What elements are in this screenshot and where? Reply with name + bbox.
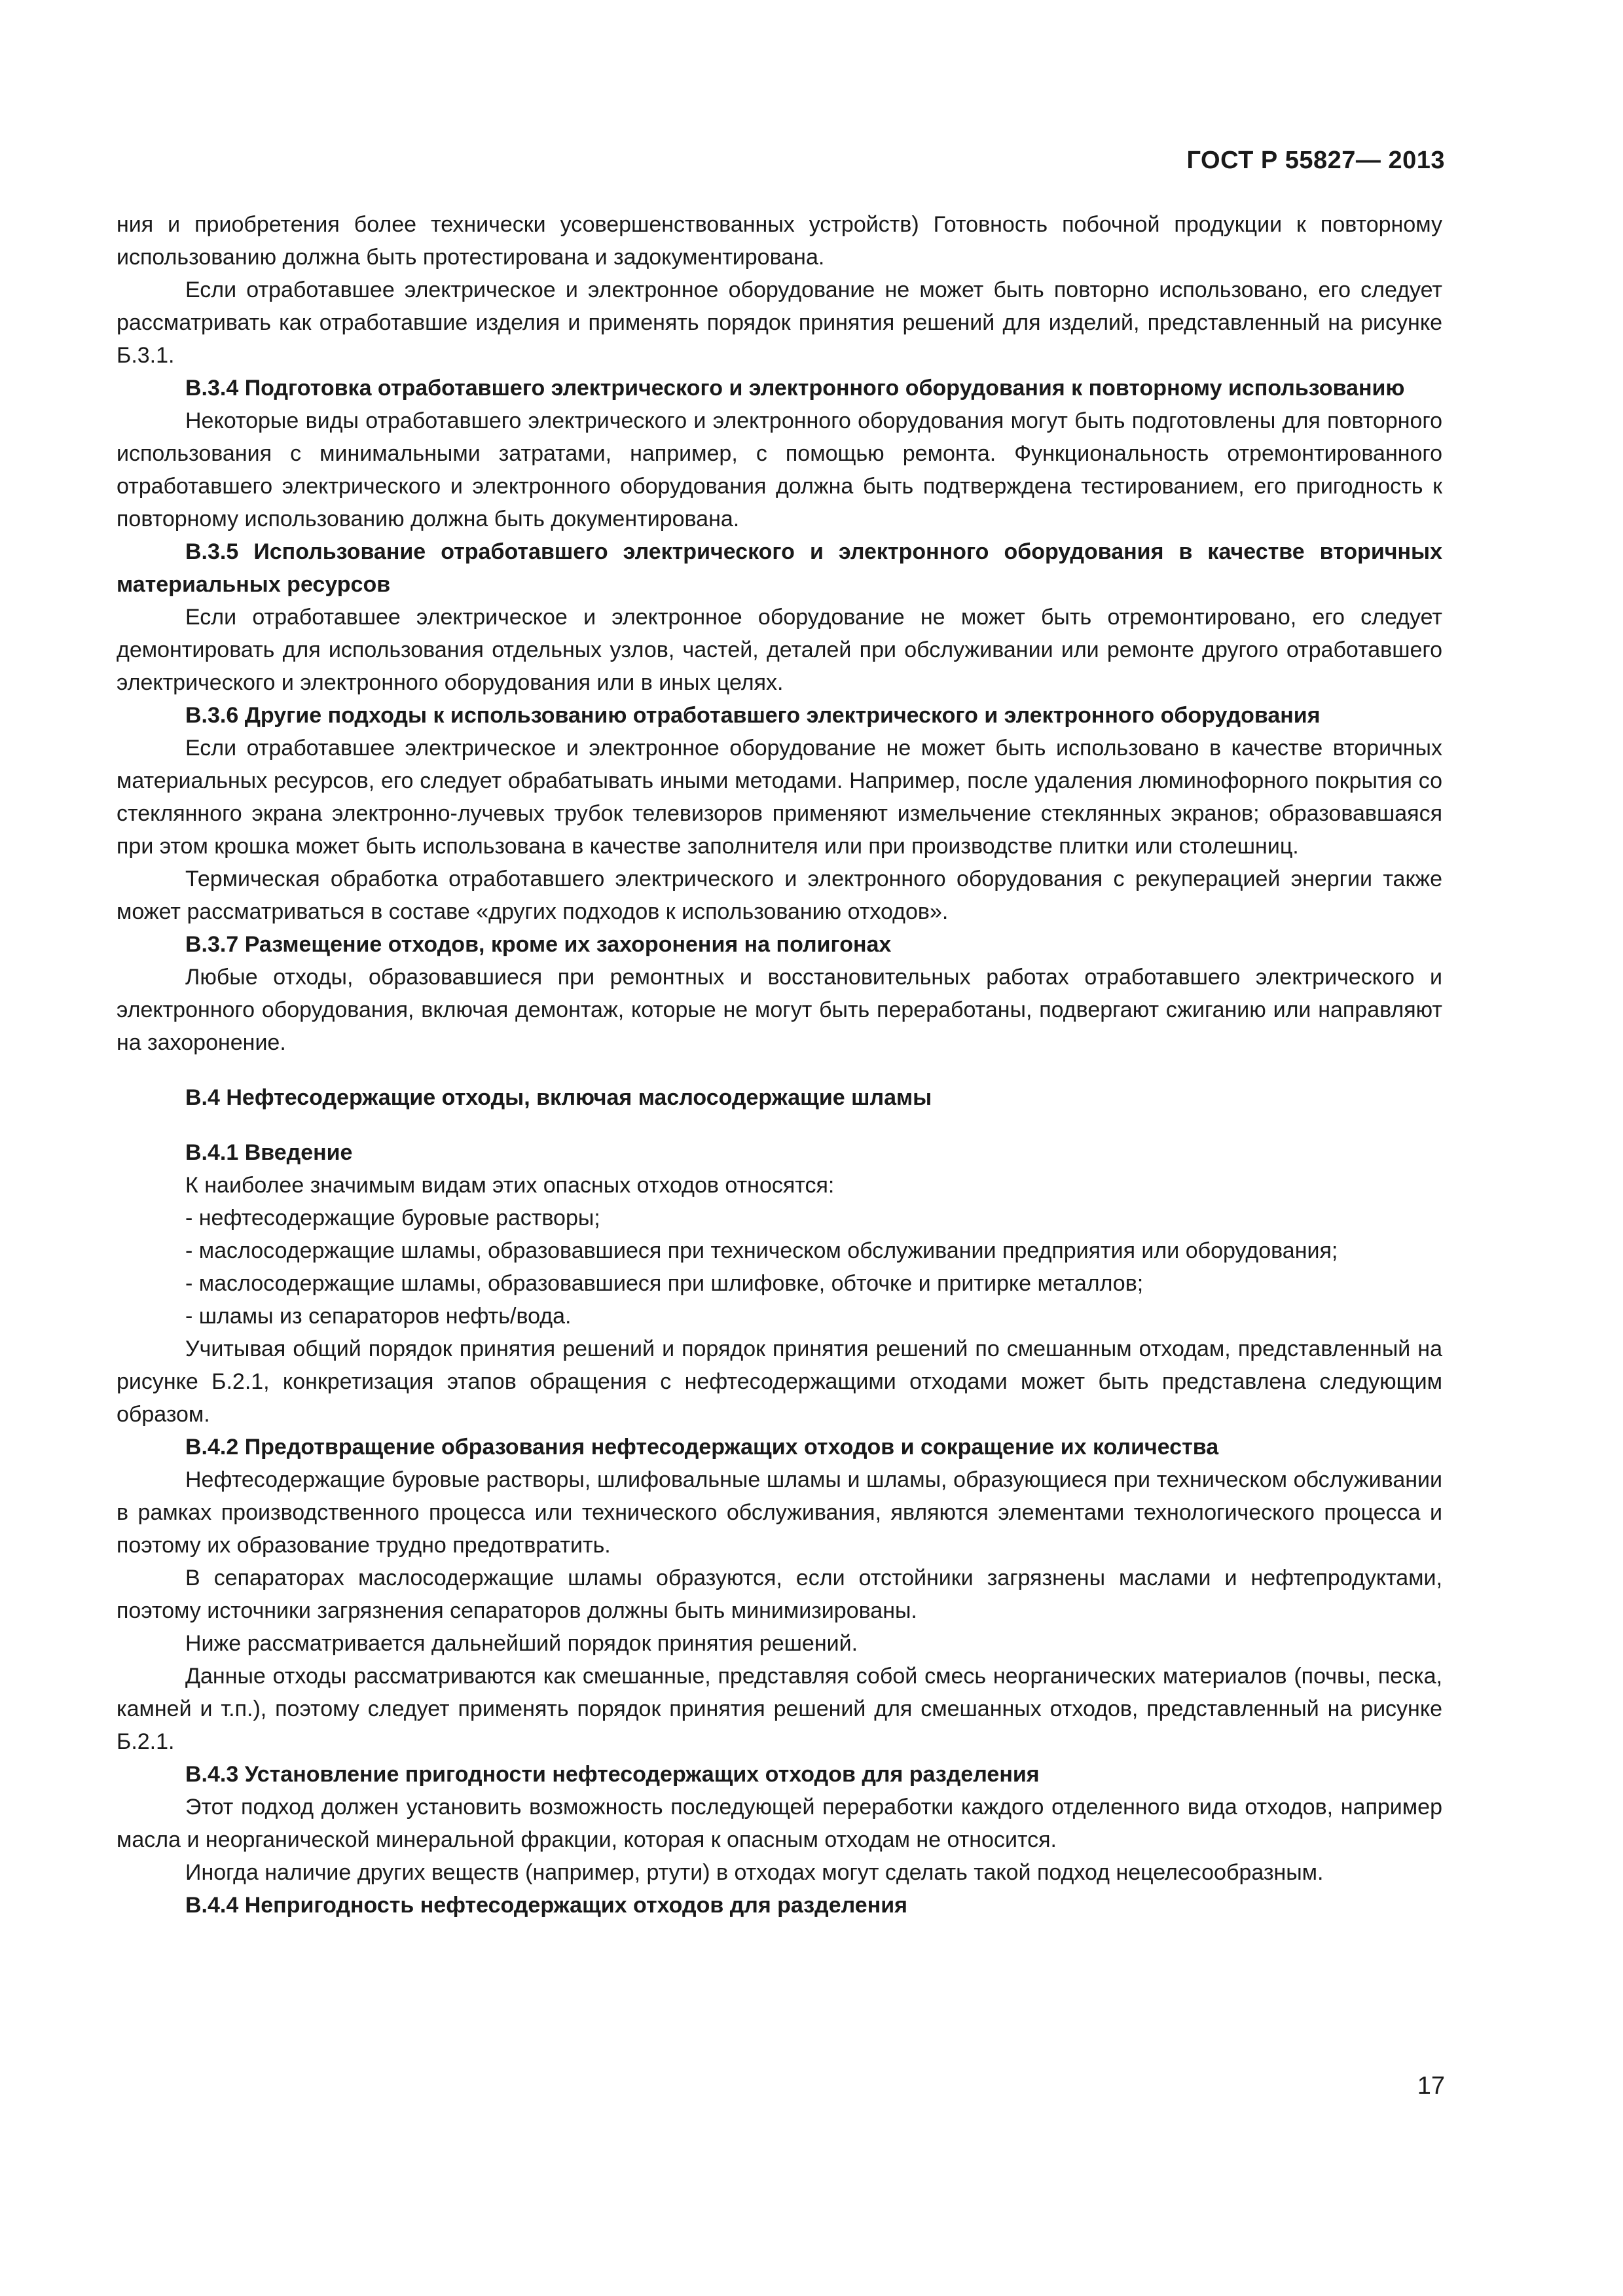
paragraph: Термическая обработка отработавшего электрического и электронного оборудования с рекуперацией энергии также может рассматриваться в составе «других подходов к использованию отходов». [117,867,1442,924]
paragraph: Нефтесодержащие буровые растворы, шлифовальные шламы и шламы, образующиеся при техническом обслуживании в рамках производственного процесса или технического обслуживания, являются элементами технологического процесса и поэтому их образование трудно предотвратить. [117,1467,1442,1558]
paragraph: Если отработавшее электрическое и электронное оборудование не может быть отремонтировано, его следует демонтировать для использования отдельных узлов, частей, деталей при обслуживании или ремонте другого отработавшего электрического и электронного оборудования или в иных целях. [117,605,1442,695]
paragraph: Ниже рассматривается дальнейший порядок принятия решений. [185,1631,858,1656]
subsection-heading: В.4.2 Предотвращение образования нефтесодержащих отходов и сокращение их количества [185,1435,1219,1460]
subsection-heading: В.3.4 Подготовка отработавшего электрического и электронного оборудования к повторному использованию [185,376,1405,401]
section-heading: В.4 Нефтесодержащие отходы, включая маслосодержащие шламы [185,1085,932,1110]
paragraph: Учитывая общий порядок принятия решений и порядок принятия решений по смешанным отходам, представленный на рисунке Б.2.1, конкретизация этапов обращения с нефтесодержащими отходами может быть представлена следующим образом. [117,1336,1442,1427]
page-body [117,208,1442,1922]
page-number: 17 [1417,2072,1445,2100]
subsection-heading: В.4.3 Установление пригодности нефтесодержащих отходов для разделения [185,1762,1040,1787]
subsection-heading: В.4.1 Введение [185,1140,353,1165]
standard-designation: ГОСТ Р 55827— 2013 [1186,147,1445,174]
paragraph: Если отработавшее электрическое и электронное оборудование не может быть повторно использовано, его следует рассматривать как отработавшие изделия и применять порядок принятия решений для изделий, представленный на рисунке Б.3.1. [117,278,1442,368]
paragraph: Иногда наличие других веществ (например, ртути) в отходах могут сделать такой подход нецелесообразным. [185,1860,1324,1885]
subsection-heading: В.3.6 Другие подходы к использованию отработавшего электрического и электронного оборудования [185,703,1321,728]
paragraph: В сепараторах маслосодержащие шламы образуются, если отстойники загрязнены маслами и нефтепродуктами, поэтому источники загрязнения сепараторов должны быть минимизированы. [117,1566,1442,1623]
list-item: - шламы из сепараторов нефть/вода. [185,1304,572,1329]
subsection-heading: В.3.7 Размещение отходов, кроме их захоронения на полигонах [185,932,892,957]
paragraph: Этот подход должен установить возможность последующей переработки каждого отделенного вида отходов, например масла и неорганической минеральной фракции, которая к опасным отходам не относится. [117,1795,1442,1852]
paragraph: Любые отходы, образовавшиеся при ремонтных и восстановительных работах отработавшего электрического и электронного оборудования, включая демонтаж, которые не могут быть переработаны, подвергают сжиганию или направляют на захоронение. [117,965,1442,1055]
paragraph: Некоторые виды отработавшего электрического и электронного оборудования могут быть подготовлены для повторного использования с минимальными затратами, например, с помощью ремонта. Функциональность отремонтированного отработавшего электрического и электронного оборудования должна быть подтверждена тестированием, его пригодность к повторному использованию должна быть документирована. [117,408,1442,531]
subsection-heading: В.3.5 Использование отработавшего электрического и электронного оборудования в качестве вторичных материальных ресурсов [117,539,1442,597]
paragraph: Данные отходы рассматриваются как смешанные, представляя собой смесь неорганических материалов (почвы, песка, камней и т.п.), поэтому следует применять порядок принятия решений для смешанных отходов, представленный на рисунке Б.2.1. [117,1664,1442,1754]
list-item: - нефтесодержащие буровые растворы; [185,1206,600,1230]
list-item: - маслосодержащие шламы, образовавшиеся при техническом обслуживании предприятия или оборудования; [185,1238,1338,1263]
paragraph: К наиболее значимым видам этих опасных отходов относятся: [185,1173,835,1198]
paragraph: Если отработавшее электрическое и электронное оборудование не может быть использовано в качестве вторичных материальных ресурсов, его следует обрабатывать иными методами. Например, после удаления люминофорного покрытия со стеклянного экрана электронно-лучевых трубок телевизоров применяют измельчение стеклянных экранов; образовавшаяся при этом крошка может быть использована в качестве заполнителя или при производстве плитки или столешниц. [117,736,1442,859]
paragraph: ния и приобретения более технически усовершенствованных устройств) Готовность побочной продукции к повторному использованию должна быть протестирована и задокументирована. [117,212,1442,270]
list-item: - маслосодержащие шламы, образовавшиеся при шлифовке, обточке и притирке металлов; [185,1271,1144,1296]
subsection-heading: В.4.4 Непригодность нефтесодержащих отходов для разделения [185,1893,907,1918]
